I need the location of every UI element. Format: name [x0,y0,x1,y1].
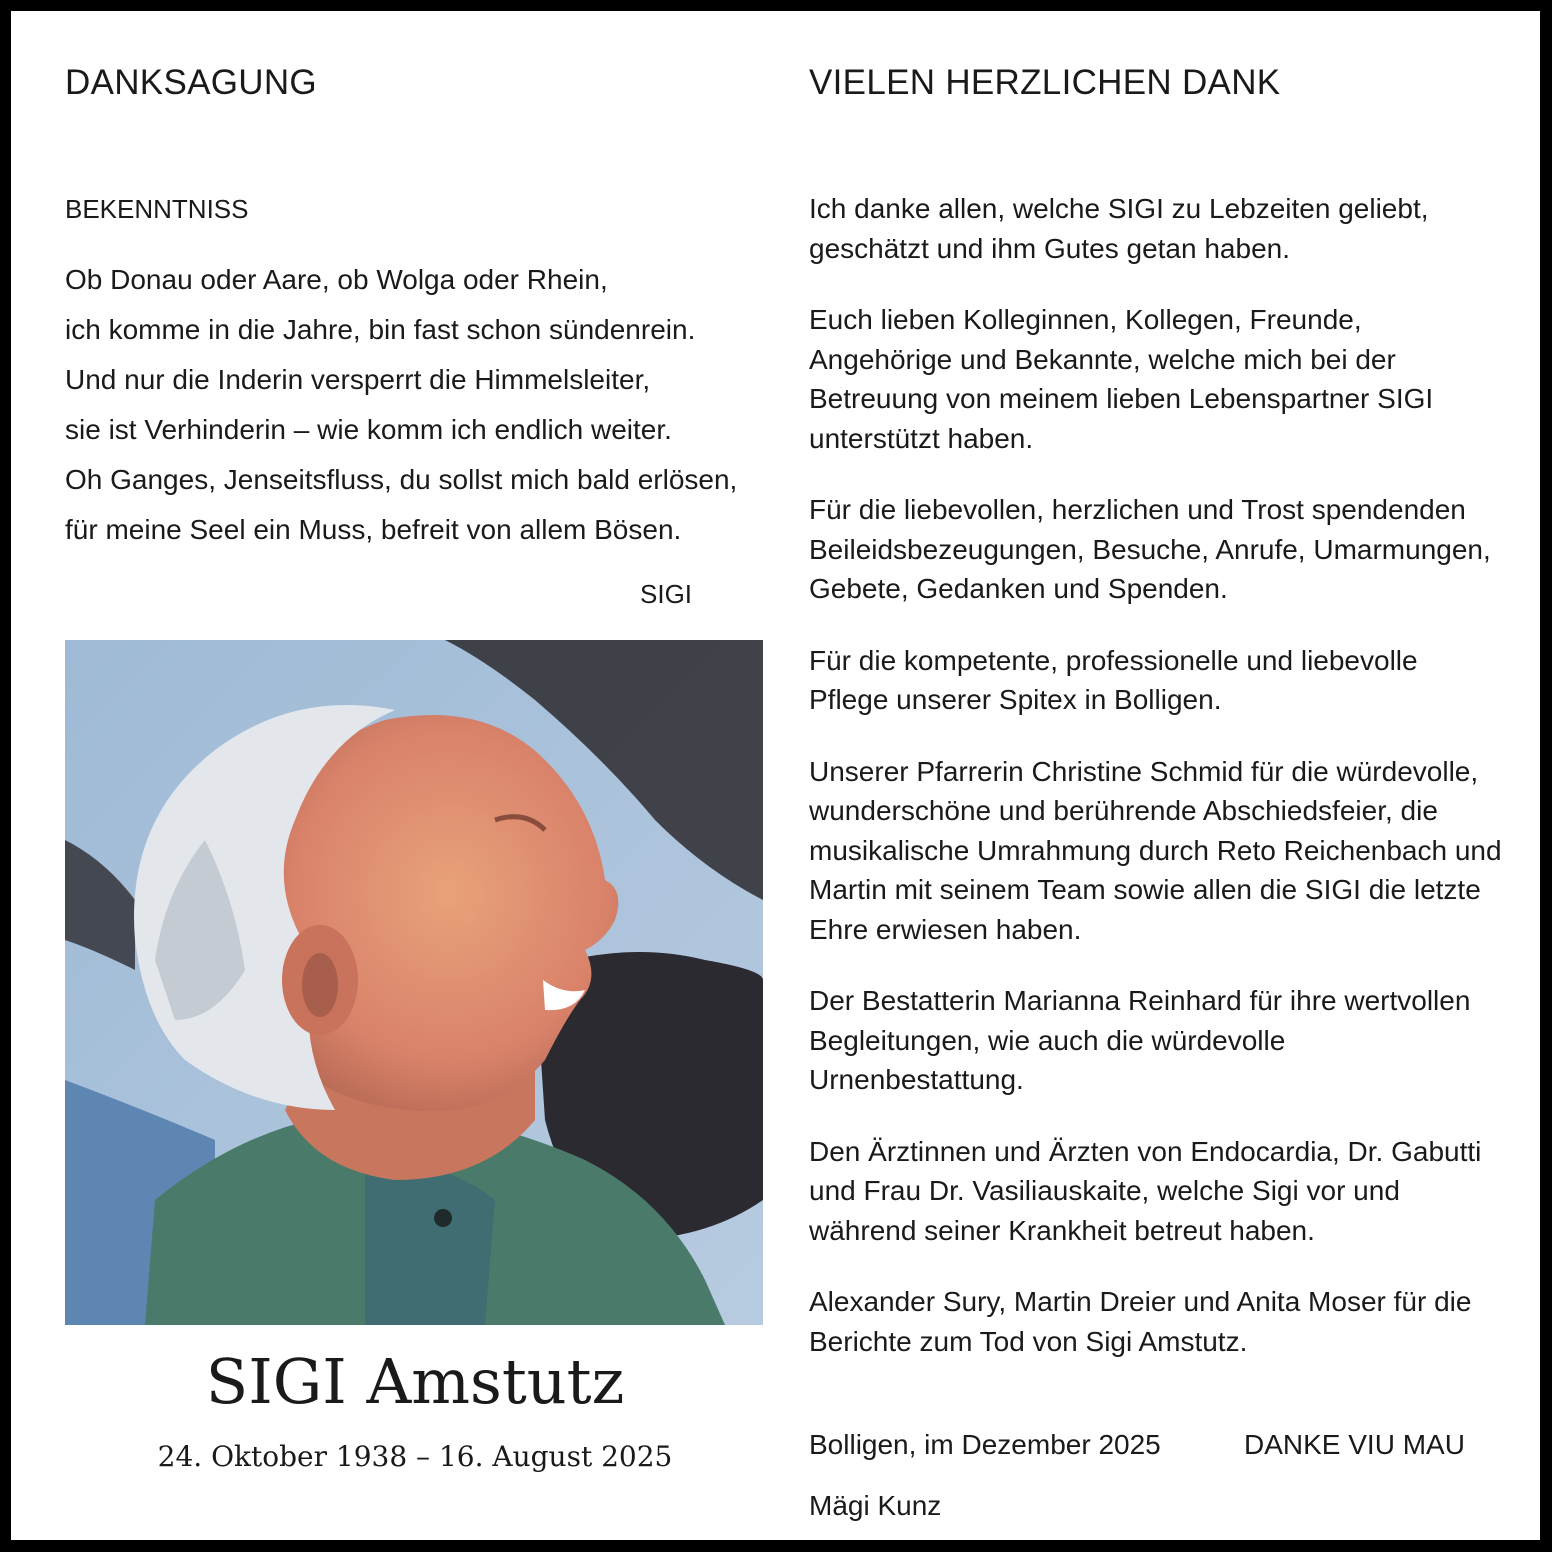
poem-signature: SIGI [640,579,693,609]
thanks-paragraph: Für die kompetente, professionelle und liebevolle Pflege unserer Spitex in Bolligen. [809,644,1418,715]
deceased-name: SIGI Amstutz [205,1345,625,1418]
poem-line: für meine Seel ein Muss, befreit von allem Bösen. [65,514,682,545]
poem-line: Und nur die Inderin versperrt die Himmelsleiter, [65,364,651,395]
poem-line: ich komme in die Jahre, bin fast schon sündenrein. [65,314,696,345]
portrait-photo [65,640,763,1325]
thanks-paragraph: Den Ärztinnen und Ärzten von Endocardia, Dr. Gabutti und Frau Dr. Vasiliauskaite, welche Sigi vor und während seiner Krankheit betreut haben. [809,1135,1482,1246]
poem-line: sie ist Verhinderin – wie komm ich endlich weiter. [65,414,672,445]
thanks-paragraph: Euch lieben Kolleginnen, Kollegen, Freunde, Angehörige und Bekannte, welche mich bei der Betreuung von meinem lieben Lebenspartner SIGI unterstützt haben. [809,304,1434,454]
poem-title: BEKENNTNISS [65,194,249,224]
thanks-paragraphs [809,189,1529,1393]
left-heading: DANKSAGUNG [65,63,317,102]
right-heading: VIELEN HERZLICHEN DANK [809,63,1281,102]
thanks-paragraph: Der Bestatterin Marianna Reinhard für ihre wertvollen Begleitungen, wie auch die würdevolle Urnenbestattung. [809,985,1471,1095]
closing-thanks: DANKE VIU MAU [1244,1429,1465,1460]
poem-line: Ob Donau oder Aare, ob Wolga oder Rhein, [65,264,608,295]
thanks-paragraph: Ich danke allen, welche SIGI zu Lebzeiten geliebt, geschätzt und ihm Gutes getan haben. [809,193,1429,264]
thanks-paragraph: Für die liebevollen, herzlichen und Trost spendenden Beileidsbezeugungen, Besuche, Anrufe, Umarmungen, Gebete, Gedanken und Spenden. [809,494,1491,604]
thanks-paragraph: Alexander Sury, Martin Dreier und Anita Moser für die Berichte zum Tod von Sigi Amstutz. [809,1286,1472,1357]
author-name: Mägi Kunz [809,1490,942,1521]
portrait-illustration [65,640,763,1325]
poem [65,263,765,563]
poem-line: Oh Ganges, Jenseitsfluss, du sollst mich bald erlösen, [65,464,738,495]
thanks-paragraph: Unserer Pfarrerin Christine Schmid für die würdevolle, wunderschöne und berührende Abschiedsfeier, die musikalische Umrahmung durch Reto Reichenbach und Martin mit seinem Team sowie allen die SIGI die letzte Ehre erwiesen haben. [809,755,1502,945]
life-dates: 24. Oktober 1938 – 16. August 2025 [157,1440,673,1473]
place-date: Bolligen, im Dezember 2025 [809,1429,1161,1460]
